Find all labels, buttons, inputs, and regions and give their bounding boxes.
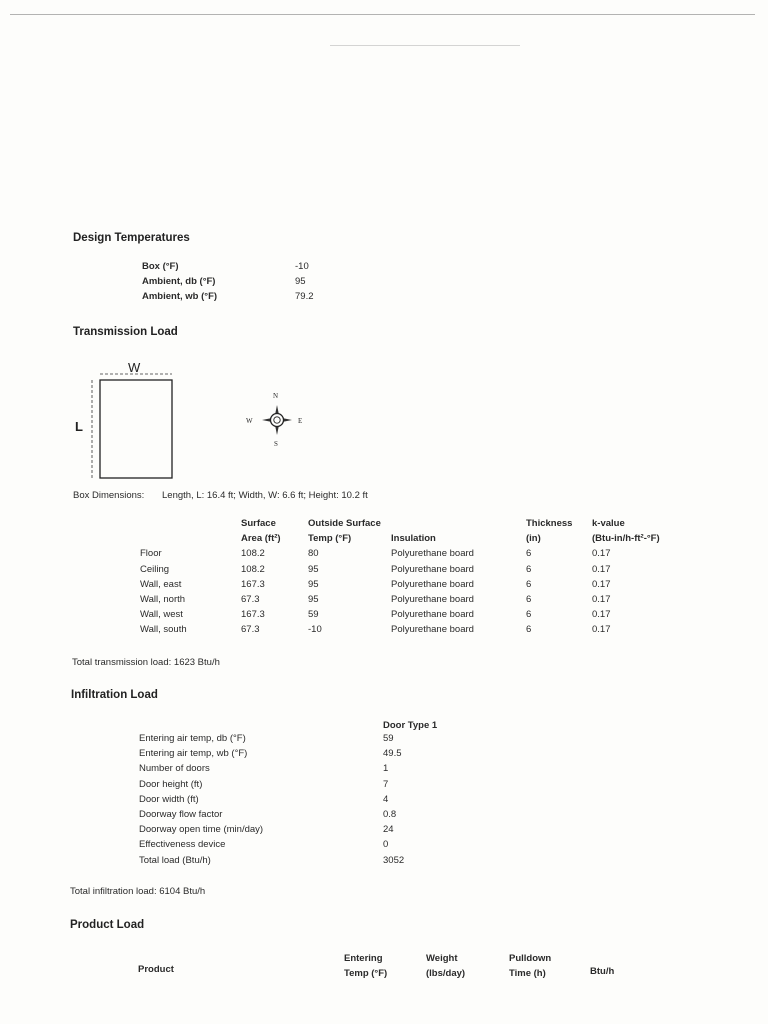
surface-name: Ceiling: [140, 563, 170, 575]
insulation-header: Insulation: [391, 533, 436, 545]
infiltration-row: [139, 837, 463, 852]
surface-area: 167.3: [241, 609, 265, 621]
outside-temp: 80: [308, 548, 319, 560]
infiltration-value: 49.5: [383, 748, 402, 760]
temp-header-1: Outside Surface: [308, 518, 381, 530]
insulation-type: Polyurethane board: [391, 594, 474, 606]
k-value: 0.17: [592, 548, 611, 560]
compass-south-label: S: [274, 440, 278, 448]
infiltration-label: Entering air temp, wb (°F): [139, 748, 248, 760]
entering-temp-header-2: Temp (°F): [344, 968, 388, 979]
compass-west-label: W: [246, 417, 253, 425]
insulation-type: Polyurethane board: [391, 609, 474, 621]
infiltration-row: [139, 746, 463, 761]
infiltration-row: [139, 777, 463, 792]
btuh-column-header: Btu/h: [590, 966, 615, 977]
thickness-value: 6: [526, 594, 532, 606]
insulation-type: Polyurethane board: [391, 548, 474, 560]
k-value: 0.17: [592, 563, 611, 575]
thickness-value: 6: [526, 578, 532, 590]
scan-artifact-line: [10, 14, 755, 15]
infiltration-label: Door width (ft): [139, 793, 199, 805]
pulldown-time-header-1: Pulldown: [509, 953, 552, 964]
infiltration-value: 0: [383, 839, 389, 851]
transmission-table: [140, 516, 682, 638]
design-temp-row: [142, 259, 314, 274]
transmission-row: [140, 592, 682, 607]
infiltration-row: [139, 822, 463, 837]
transmission-row: [140, 546, 682, 561]
transmission-row: [140, 607, 682, 622]
thickness-value: 6: [526, 624, 532, 636]
infiltration-row: [139, 853, 463, 868]
outside-temp: 95: [308, 563, 319, 575]
scan-artifact-line: [330, 45, 520, 46]
weight-header-1: Weight: [426, 953, 458, 964]
infiltration-value: 59: [383, 733, 394, 745]
compass-east-label: E: [298, 417, 303, 425]
product-column-header: Product: [138, 964, 174, 975]
weight-header: [426, 951, 465, 981]
compass-rose-icon: [262, 405, 292, 435]
infiltration-value: 0.8: [383, 809, 397, 821]
entering-temp-header: [344, 951, 387, 981]
product-load-heading: Product Load: [70, 919, 145, 931]
k-value: 0.17: [592, 624, 611, 636]
surface-area: 67.3: [241, 594, 260, 606]
thickness-value: 6: [526, 563, 532, 575]
infiltration-row: [139, 792, 463, 807]
surface-area: 167.3: [241, 578, 265, 590]
infiltration-value: 1: [383, 763, 389, 775]
length-label: L: [75, 419, 83, 434]
total-infiltration-load: Total infiltration load: 6104 Btu/h: [70, 886, 206, 897]
k-value-header-2: (Btu-in/h-ft²-°F): [592, 533, 660, 545]
design-temperatures-heading: Design Temperatures: [73, 232, 190, 244]
pulldown-time-header-2: Time (h): [509, 968, 546, 979]
infiltration-value: 7: [383, 778, 389, 790]
design-temperatures-table: [142, 259, 314, 305]
infiltration-label: Doorway flow factor: [139, 809, 223, 821]
infiltration-row: [139, 731, 463, 746]
surface-area: 108.2: [241, 548, 265, 560]
design-temp-value: 79.2: [295, 291, 314, 303]
design-temp-row: [142, 289, 314, 304]
infiltration-label: Doorway open time (min/day): [139, 824, 264, 836]
infiltration-label: Entering air temp, db (°F): [139, 733, 246, 745]
thickness-header-2: (in): [526, 533, 541, 545]
box-dimensions-label: Box Dimensions:: [73, 490, 145, 501]
outside-temp: -10: [308, 624, 322, 636]
area-header-1: Surface: [241, 518, 276, 530]
infiltration-row: [139, 807, 463, 822]
infiltration-load-heading: Infiltration Load: [71, 689, 158, 701]
insulation-type: Polyurethane board: [391, 578, 474, 590]
infiltration-table: [139, 731, 463, 868]
infiltration-row: [139, 761, 463, 776]
infiltration-label: Effectiveness device: [139, 839, 226, 851]
surface-area: 108.2: [241, 563, 265, 575]
thickness-value: 6: [526, 609, 532, 621]
surface-area: 67.3: [241, 624, 260, 636]
temp-header-2: Temp (°F): [308, 533, 352, 545]
transmission-row: [140, 562, 682, 577]
thickness-header-1: Thickness: [526, 518, 573, 530]
design-temp-row: [142, 274, 314, 289]
transmission-load-heading: Transmission Load: [73, 326, 178, 338]
weight-header-2: (lbs/day): [426, 968, 466, 979]
surface-name: Wall, west: [140, 609, 183, 621]
infiltration-value: 3052: [383, 854, 405, 866]
k-value-header-1: k-value: [592, 518, 625, 530]
area-header-2: Area (ft²): [241, 533, 281, 545]
surface-name: Floor: [140, 548, 162, 560]
k-value: 0.17: [592, 578, 611, 590]
surface-name: Wall, south: [140, 624, 187, 636]
box-outline: [100, 380, 172, 478]
pulldown-time-header: [509, 951, 551, 981]
box-dimensions-value: Length, L: 16.4 ft; Width, W: 6.6 ft; Height: 10.2 ft: [162, 490, 368, 501]
surface-name: Wall, north: [140, 594, 186, 606]
width-label: W: [128, 360, 141, 375]
outside-temp: 95: [308, 578, 319, 590]
design-temp-value: 95: [295, 276, 306, 288]
design-temp-label: Box (°F): [142, 261, 179, 273]
infiltration-value: 24: [383, 824, 394, 836]
design-temp-label: Ambient, wb (°F): [142, 291, 218, 303]
transmission-row: [140, 577, 682, 592]
outside-temp: 95: [308, 594, 319, 606]
infiltration-value: 4: [383, 793, 389, 805]
surface-name: Wall, east: [140, 578, 182, 590]
design-temp-label: Ambient, db (°F): [142, 276, 216, 288]
infiltration-label: Number of doors: [139, 763, 210, 775]
design-temp-value: -10: [295, 261, 309, 273]
total-transmission-load: Total transmission load: 1623 Btu/h: [72, 657, 220, 668]
k-value: 0.17: [592, 609, 611, 621]
outside-temp: 59: [308, 609, 319, 621]
compass-north-label: N: [273, 392, 279, 400]
infiltration-label: Door height (ft): [139, 778, 203, 790]
entering-temp-header-1: Entering: [344, 953, 383, 964]
insulation-type: Polyurethane board: [391, 563, 474, 575]
k-value: 0.17: [592, 594, 611, 606]
insulation-type: Polyurethane board: [391, 624, 474, 636]
door-type-header: Door Type 1: [383, 720, 438, 731]
transmission-row: [140, 622, 682, 637]
infiltration-label: Total load (Btu/h): [139, 854, 211, 866]
thickness-value: 6: [526, 548, 532, 560]
